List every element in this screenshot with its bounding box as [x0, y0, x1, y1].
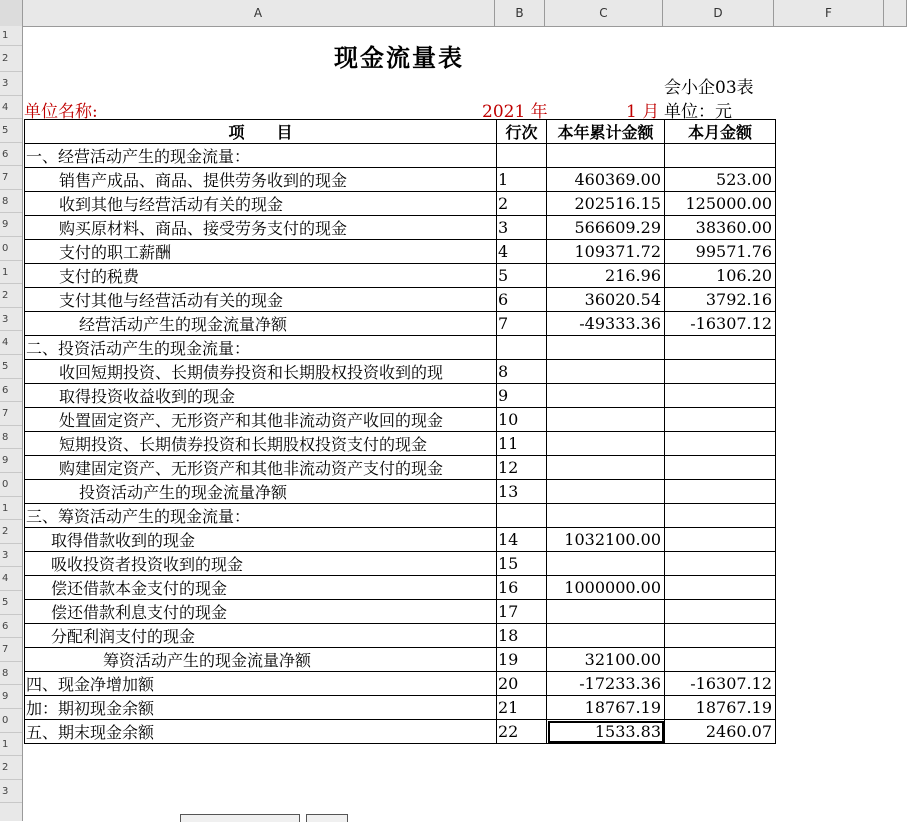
- column-header-bar: [0, 0, 907, 27]
- row-number[interactable]: 6: [0, 615, 22, 639]
- month-amount-cell[interactable]: 2460.07: [665, 720, 776, 744]
- item-cell[interactable]: 四、现金净增加额: [25, 672, 497, 696]
- header-line-no[interactable]: 行次: [497, 120, 547, 144]
- form-code[interactable]: 会小企03表: [664, 78, 754, 98]
- ytd-amount-cell[interactable]: [547, 600, 665, 624]
- item-cell[interactable]: 偿还借款本金支付的现金: [25, 576, 497, 600]
- row-number[interactable]: 3: [0, 780, 22, 804]
- line-no-cell[interactable]: 12: [497, 456, 547, 480]
- ytd-amount-cell[interactable]: [547, 624, 665, 648]
- table-row: [25, 624, 776, 648]
- row-number[interactable]: 0: [0, 473, 22, 497]
- column-header-a[interactable]: A: [22, 0, 495, 26]
- line-no-cell[interactable]: 10: [497, 408, 547, 432]
- item-cell[interactable]: 销售产成品、商品、提供劳务收到的现金: [25, 168, 497, 192]
- table-header-row: [25, 120, 776, 144]
- month-amount-cell[interactable]: [665, 360, 776, 384]
- row-number[interactable]: 2: [0, 756, 22, 780]
- month-amount-cell[interactable]: [665, 528, 776, 552]
- item-cell[interactable]: 取得投资收益收到的现金: [25, 384, 497, 408]
- line-no-cell[interactable]: 18: [497, 624, 547, 648]
- month-amount-cell[interactable]: 18767.19: [665, 696, 776, 720]
- cash-flow-table: [24, 119, 776, 744]
- month-amount-cell[interactable]: [665, 552, 776, 576]
- line-no-cell[interactable]: 19: [497, 648, 547, 672]
- column-header-c[interactable]: C: [545, 0, 663, 26]
- row-number[interactable]: 5: [0, 591, 22, 615]
- line-no-cell[interactable]: 8: [497, 360, 547, 384]
- column-header-b[interactable]: B: [495, 0, 545, 26]
- row-number[interactable]: 1: [0, 26, 22, 46]
- line-no-cell[interactable]: 3: [497, 216, 547, 240]
- line-no-cell[interactable]: 16: [497, 576, 547, 600]
- row-number[interactable]: 4: [0, 331, 22, 355]
- ytd-amount-cell[interactable]: 202516.15: [547, 192, 665, 216]
- item-cell[interactable]: 短期投资、长期债券投资和长期股权投资支付的现金: [25, 432, 497, 456]
- item-cell[interactable]: 收回短期投资、长期债券投资和长期股权投资收到的现: [25, 360, 497, 384]
- month-amount-cell[interactable]: [665, 648, 776, 672]
- item-cell[interactable]: 二、投资活动产生的现金流量：: [25, 336, 497, 360]
- table-row: [25, 720, 776, 744]
- report-year[interactable]: 2021 年: [482, 102, 548, 122]
- ytd-amount-cell[interactable]: [547, 144, 665, 168]
- selected-cell[interactable]: 1533.83: [547, 720, 665, 744]
- month-amount-cell[interactable]: 99571.76: [665, 240, 776, 264]
- table-row: [25, 504, 776, 528]
- select-all-corner[interactable]: [0, 0, 23, 26]
- table-row: [25, 168, 776, 192]
- table-row: [25, 264, 776, 288]
- ytd-amount-cell[interactable]: 216.96: [547, 264, 665, 288]
- line-no-cell[interactable]: 11: [497, 432, 547, 456]
- row-number[interactable]: 4: [0, 96, 22, 119]
- table-row: [25, 360, 776, 384]
- currency-unit[interactable]: 单位：元: [664, 102, 732, 122]
- line-no-cell[interactable]: 20: [497, 672, 547, 696]
- month-amount-cell[interactable]: [665, 144, 776, 168]
- row-number[interactable]: 8: [0, 662, 22, 686]
- row-number[interactable]: 3: [0, 72, 22, 96]
- month-amount-cell[interactable]: [665, 408, 776, 432]
- line-no-cell[interactable]: 17: [497, 600, 547, 624]
- item-cell[interactable]: 处置固定资产、无形资产和其他非流动资产收回的现金: [25, 408, 497, 432]
- table-row: [25, 384, 776, 408]
- table-row: [25, 144, 776, 168]
- line-no-cell[interactable]: [497, 144, 547, 168]
- month-amount-cell[interactable]: [665, 480, 776, 504]
- line-no-cell[interactable]: 7: [497, 312, 547, 336]
- line-no-cell[interactable]: [497, 504, 547, 528]
- row-number[interactable]: 2: [0, 284, 22, 308]
- ytd-amount-cell[interactable]: -49333.36: [547, 312, 665, 336]
- month-amount-cell[interactable]: [665, 600, 776, 624]
- header-item[interactable]: 项 目: [25, 120, 497, 144]
- ytd-amount-cell[interactable]: 1000000.00: [547, 576, 665, 600]
- row-number[interactable]: 4: [0, 567, 22, 591]
- item-cell[interactable]: 偿还借款利息支付的现金: [25, 600, 497, 624]
- row-number[interactable]: 2: [0, 46, 22, 72]
- table-row: [25, 240, 776, 264]
- item-cell[interactable]: 购建固定资产、无形资产和其他非流动资产支付的现金: [25, 456, 497, 480]
- ytd-amount-cell[interactable]: [547, 336, 665, 360]
- row-number[interactable]: 0: [0, 709, 22, 733]
- ytd-amount-cell[interactable]: [547, 408, 665, 432]
- table-row: [25, 456, 776, 480]
- row-number[interactable]: 3: [0, 544, 22, 568]
- month-amount-cell[interactable]: [665, 576, 776, 600]
- row-number[interactable]: 1: [0, 497, 22, 521]
- table-row: [25, 312, 776, 336]
- line-no-cell[interactable]: 1: [497, 168, 547, 192]
- month-amount-cell[interactable]: [665, 384, 776, 408]
- table-row: [25, 336, 776, 360]
- row-number[interactable]: 2: [0, 520, 22, 544]
- item-cell[interactable]: 收到其他与经营活动有关的现金: [25, 192, 497, 216]
- month-amount-cell[interactable]: -16307.12: [665, 312, 776, 336]
- line-no-cell[interactable]: 2: [497, 192, 547, 216]
- row-number[interactable]: 6: [0, 379, 22, 403]
- table-row: [25, 576, 776, 600]
- ytd-amount-cell[interactable]: [547, 480, 665, 504]
- table-row: [25, 696, 776, 720]
- ytd-amount-cell[interactable]: [547, 432, 665, 456]
- ytd-amount-cell[interactable]: 36020.54: [547, 288, 665, 312]
- item-cell[interactable]: 一、经营活动产生的现金流量：: [25, 144, 497, 168]
- row-number[interactable]: 7: [0, 638, 22, 662]
- table-row: [25, 408, 776, 432]
- month-amount-cell[interactable]: [665, 432, 776, 456]
- ytd-amount-cell[interactable]: 1032100.00: [547, 528, 665, 552]
- ytd-amount-cell[interactable]: 18767.19: [547, 696, 665, 720]
- table-row: [25, 480, 776, 504]
- month-amount-cell[interactable]: 125000.00: [665, 192, 776, 216]
- row-number[interactable]: 9: [0, 449, 22, 473]
- row-number[interactable]: 1: [0, 261, 22, 285]
- row-number[interactable]: 5: [0, 119, 22, 143]
- item-cell[interactable]: 支付其他与经营活动有关的现金: [25, 288, 497, 312]
- item-cell[interactable]: 购买原材料、商品、接受劳务支付的现金: [25, 216, 497, 240]
- month-amount-cell[interactable]: [665, 336, 776, 360]
- table-row: [25, 648, 776, 672]
- item-cell[interactable]: 经营活动产生的现金流量净额: [25, 312, 497, 336]
- sheet-tab-bar: [22, 814, 907, 821]
- row-number[interactable]: 9: [0, 213, 22, 237]
- table-row: [25, 552, 776, 576]
- unit-name-label[interactable]: 单位名称:: [24, 102, 98, 122]
- month-amount-cell[interactable]: -16307.12: [665, 672, 776, 696]
- table-row: [25, 600, 776, 624]
- month-amount-cell[interactable]: 38360.00: [665, 216, 776, 240]
- item-cell[interactable]: 吸收投资者投资收到的现金: [25, 552, 497, 576]
- row-number[interactable]: 7: [0, 402, 22, 426]
- table-row: [25, 432, 776, 456]
- table-row: [25, 288, 776, 312]
- column-header-f[interactable]: F: [774, 0, 884, 26]
- month-amount-cell[interactable]: 106.20: [665, 264, 776, 288]
- row-number[interactable]: 3: [0, 308, 22, 332]
- table-row: [25, 672, 776, 696]
- ytd-amount-cell[interactable]: 566609.29: [547, 216, 665, 240]
- ytd-amount-cell[interactable]: [547, 552, 665, 576]
- report-title[interactable]: 现金流量表: [334, 43, 464, 72]
- month-amount-cell[interactable]: [665, 504, 776, 528]
- line-no-cell[interactable]: 22: [497, 720, 547, 744]
- item-cell[interactable]: 加：期初现金余额: [25, 696, 497, 720]
- row-header-bar: [0, 26, 23, 821]
- row-number[interactable]: 8: [0, 190, 22, 214]
- line-no-cell[interactable]: [497, 336, 547, 360]
- column-header-next[interactable]: [884, 0, 907, 26]
- item-cell[interactable]: 取得借款收到的现金: [25, 528, 497, 552]
- ytd-amount-cell[interactable]: 460369.00: [547, 168, 665, 192]
- ytd-amount-cell[interactable]: [547, 504, 665, 528]
- ytd-amount-cell[interactable]: 109371.72: [547, 240, 665, 264]
- row-number[interactable]: 8: [0, 426, 22, 450]
- month-amount-cell[interactable]: [665, 456, 776, 480]
- line-no-cell[interactable]: 21: [497, 696, 547, 720]
- ytd-amount-cell[interactable]: [547, 456, 665, 480]
- line-no-cell[interactable]: 5: [497, 264, 547, 288]
- header-month-amount[interactable]: 本月金额: [665, 120, 776, 144]
- line-no-cell[interactable]: 14: [497, 528, 547, 552]
- item-cell[interactable]: 支付的税费: [25, 264, 497, 288]
- line-no-cell[interactable]: 4: [497, 240, 547, 264]
- row-number[interactable]: 9: [0, 685, 22, 709]
- month-amount-cell[interactable]: 523.00: [665, 168, 776, 192]
- ytd-amount-cell[interactable]: 32100.00: [547, 648, 665, 672]
- row-number[interactable]: 6: [0, 143, 22, 167]
- line-no-cell[interactable]: 6: [497, 288, 547, 312]
- item-cell[interactable]: 三、筹资活动产生的现金流量：: [25, 504, 497, 528]
- table-row: [25, 192, 776, 216]
- table-row: [25, 216, 776, 240]
- row-number[interactable]: 0: [0, 237, 22, 261]
- line-no-cell[interactable]: 9: [497, 384, 547, 408]
- header-ytd-amount[interactable]: 本年累计金额: [547, 120, 665, 144]
- row-number[interactable]: 1: [0, 733, 22, 757]
- line-no-cell[interactable]: 15: [497, 552, 547, 576]
- line-no-cell[interactable]: 13: [497, 480, 547, 504]
- ytd-amount-cell[interactable]: -17233.36: [547, 672, 665, 696]
- item-cell[interactable]: 支付的职工薪酬: [25, 240, 497, 264]
- column-header-d[interactable]: D: [663, 0, 774, 26]
- item-cell[interactable]: 分配利润支付的现金: [25, 624, 497, 648]
- row-number[interactable]: 7: [0, 166, 22, 190]
- report-month[interactable]: 1 月: [626, 102, 660, 122]
- month-amount-cell[interactable]: 3792.16: [665, 288, 776, 312]
- month-amount-cell[interactable]: [665, 624, 776, 648]
- item-cell[interactable]: 投资活动产生的现金流量净额: [25, 480, 497, 504]
- ytd-amount-cell[interactable]: [547, 384, 665, 408]
- ytd-amount-cell[interactable]: [547, 360, 665, 384]
- table-row: [25, 528, 776, 552]
- row-number[interactable]: 5: [0, 355, 22, 379]
- item-cell[interactable]: 筹资活动产生的现金流量净额: [25, 648, 497, 672]
- item-cell[interactable]: 五、期末现金余额: [25, 720, 497, 744]
